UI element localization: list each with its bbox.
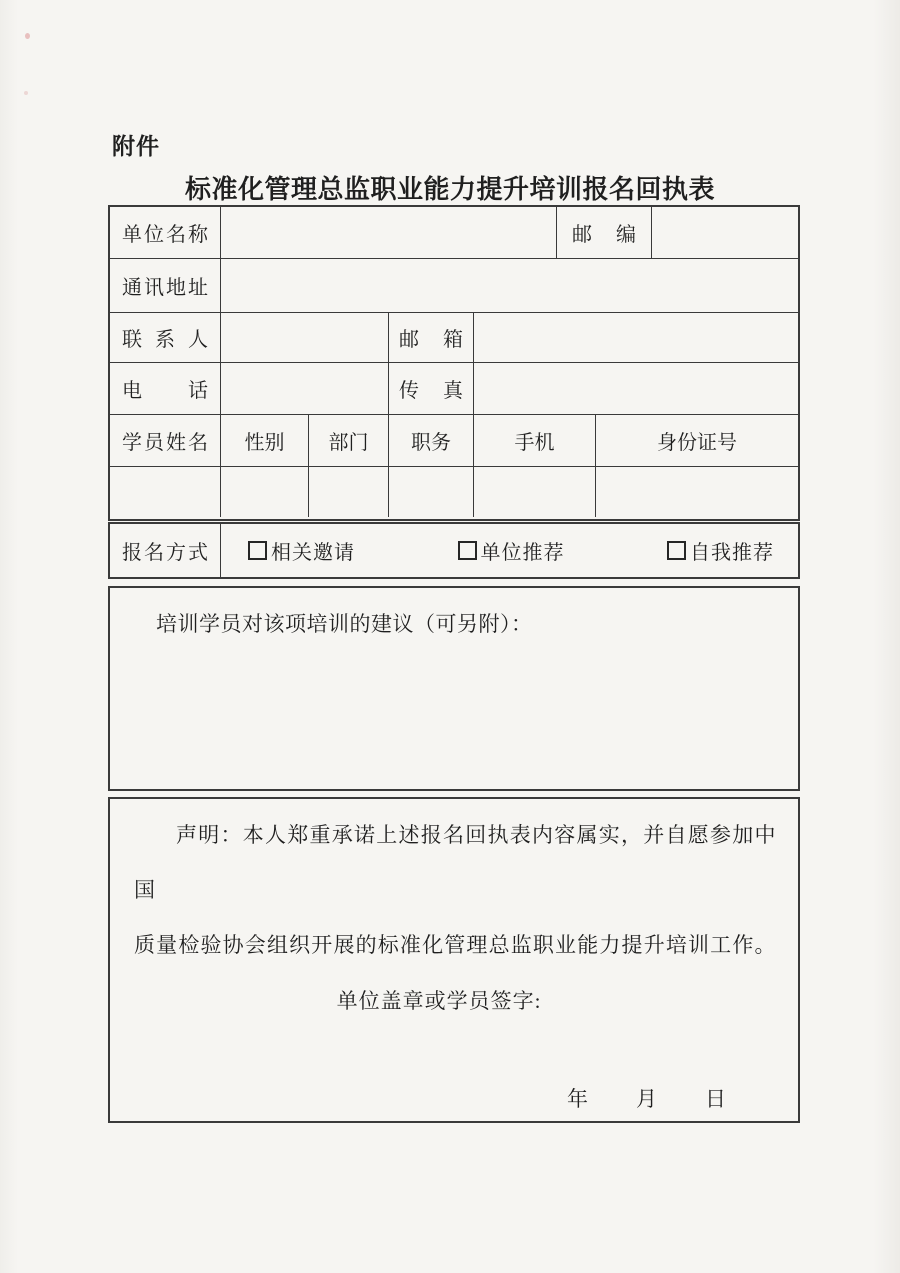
declaration-line-1: 声明：本人郑重承诺上述报名回执表内容属实，并自愿参加中国: [134, 823, 776, 902]
form-title: 标准化管理总监职业能力提升培训报名回执表: [184, 175, 715, 204]
student-name-input[interactable]: [110, 467, 221, 517]
position-input[interactable]: [389, 467, 474, 517]
address-input[interactable]: [221, 259, 798, 312]
email-input[interactable]: [474, 313, 798, 362]
table-row: [110, 363, 798, 415]
date-line: 年 月 日: [567, 1087, 728, 1111]
suggestion-section[interactable]: [108, 586, 800, 791]
header-mobile: 手机: [474, 415, 596, 466]
checkbox-invitation[interactable]: [248, 536, 355, 565]
table-row: [110, 259, 798, 313]
gender-input[interactable]: [221, 467, 309, 517]
id-number-input[interactable]: [596, 467, 798, 517]
email-label: 邮箱: [389, 313, 474, 362]
postal-code-input[interactable]: [652, 207, 798, 258]
contact-input[interactable]: [221, 313, 389, 362]
student-header-row: [110, 415, 798, 467]
declaration-section: [108, 797, 800, 1123]
checkbox-self-recommendation-label: 自我推荐: [690, 542, 774, 564]
phone-label: 电话: [110, 363, 221, 414]
table-row: [110, 207, 798, 259]
phone-input[interactable]: [221, 363, 389, 414]
header-position: 职务: [389, 415, 474, 466]
registration-options: [221, 524, 798, 577]
checkbox-icon[interactable]: [458, 541, 477, 560]
signature-label: 单位盖章或学员签字:: [336, 989, 542, 1013]
address-label: 通讯地址: [110, 259, 221, 312]
scan-speck: [25, 33, 30, 39]
checkbox-unit-recommendation-label: 单位推荐: [480, 542, 565, 564]
department-input[interactable]: [309, 467, 389, 517]
registration-method-row: [108, 522, 800, 579]
fax-label: 传真: [389, 363, 474, 414]
fax-input[interactable]: [474, 363, 798, 414]
registration-method-label: 报名方式: [110, 524, 221, 577]
header-id-number: 身份证号: [657, 432, 737, 454]
contact-label: 联系人: [110, 313, 221, 362]
checkbox-unit-recommendation[interactable]: [458, 536, 565, 565]
scan-speck: [24, 91, 28, 95]
student-entry-row: [110, 467, 798, 517]
registration-form-table: [108, 205, 800, 521]
table-row: [110, 313, 798, 363]
mobile-input[interactable]: [474, 467, 596, 517]
header-student-name: 学员姓名: [110, 415, 221, 466]
checkbox-self-recommendation[interactable]: [667, 536, 774, 565]
unit-name-label: 单位名称: [110, 207, 221, 258]
header-gender: 性别: [221, 415, 309, 466]
declaration-line-2: 质量检验协会组织开展的标准化管理总监职业能力提升培训工作。: [134, 933, 776, 957]
checkbox-invitation-label: 相关邀请: [271, 542, 355, 564]
declaration-text: [134, 808, 776, 973]
attachment-label: 附件: [112, 134, 160, 159]
checkbox-icon[interactable]: [667, 541, 686, 560]
suggestion-label: 培训学员对该项培训的建议（可另附）：: [156, 612, 533, 636]
unit-name-input[interactable]: [221, 207, 557, 258]
postal-code-label: 邮编: [557, 207, 652, 258]
header-department: 部门: [309, 415, 389, 466]
checkbox-icon[interactable]: [248, 541, 267, 560]
